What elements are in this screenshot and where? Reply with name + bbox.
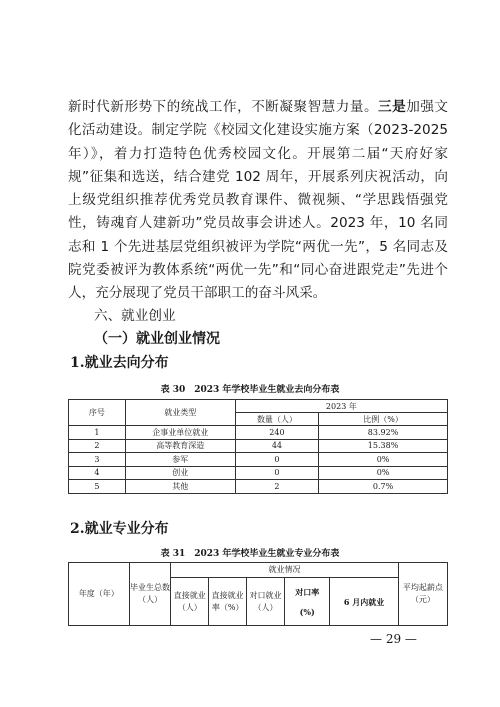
table31-match-rate-label: 对口率 — [295, 586, 320, 597]
table30-cell-type: 创业 — [125, 466, 235, 480]
table31-header-year: 年度（年） — [69, 563, 130, 626]
table-row — [69, 453, 448, 467]
para-text-1: 新时代新形势下的统战工作，不断凝聚智慧力量。 — [68, 99, 379, 115]
table-row — [69, 426, 448, 440]
para-text-2: 加强文化活动建设。制定学院《校园文化建设实施方案（2023-2025 年）》，着力打造特色优秀校园文化。开展第二届“天府好家规”征集和选送，结合建党 102 周年，开展系列庆祝活动，向上级党组织推荐优秀党员教育课件、微视频、“学思践悟强党性，铸魂育人建新功”党员故事会讲述人。2023 年，10 名同志和 1 个先进基层党组织被评为学院“两优一先”，5 名同志及院党委被评为教体系统“两优一先”和“同心奋进跟党走”先进个人，充分展现了党员干部职工的奋斗风采。 — [68, 99, 449, 302]
table-row — [69, 480, 448, 494]
table30-cell-count: 0 — [235, 466, 318, 480]
table30-cell-count: 44 — [235, 439, 318, 453]
table30-cell-count: 240 — [235, 426, 318, 440]
table30-cell-type: 企事业单位就业 — [125, 426, 235, 440]
table30-header-year: 2023 年 — [235, 400, 447, 413]
para-emphasis: 三是 — [378, 99, 407, 115]
table31-header-direct: 直接就业（人） — [171, 578, 209, 626]
subsection-heading: （一）就业创业情况 — [94, 331, 220, 347]
table31-header-direct-rate: 直接就业率（%） — [209, 578, 247, 626]
table30-header-type: 就业类型 — [125, 400, 235, 426]
table30-header-pct: 比例（%） — [319, 413, 448, 426]
table30 — [68, 399, 448, 494]
table31 — [68, 562, 448, 626]
table30-cell-pct: 0% — [319, 453, 448, 467]
heading-major-distribution: 2.就业专业分布 — [70, 521, 169, 537]
table30-cell-pct: 83.92% — [319, 426, 448, 440]
table31-header-matched: 对口就业（人） — [247, 578, 285, 626]
table30-cell-pct: 0% — [319, 466, 448, 480]
table31-caption: 表 31 2023 年学校毕业生就业专业分布表 — [160, 549, 340, 559]
table30-header-seq: 序号 — [69, 400, 126, 426]
table30-cell-type: 其他 — [125, 480, 235, 494]
table30-caption: 表 30 2023 年学校毕业生就业去向分布表 — [160, 385, 340, 395]
heading-employment-destination: 1.就业去向分布 — [70, 355, 169, 371]
body-paragraph — [68, 96, 448, 306]
table31-header-employment: 就业情况 — [171, 563, 398, 578]
table31-match-rate-unit: (%) — [299, 606, 315, 617]
section-heading: 六、就业创业 — [94, 308, 176, 324]
table31-header-june: 6 月内就业 — [330, 578, 398, 626]
table30-cell-pct: 0.7% — [319, 480, 448, 494]
table30-cell-seq: 3 — [69, 453, 126, 467]
table30-cell-seq: 2 — [69, 439, 126, 453]
table30-cell-seq: 5 — [69, 480, 126, 494]
table30-cell-type: 高等教育深造 — [125, 439, 235, 453]
table-row — [69, 439, 448, 453]
table30-cell-count: 2 — [235, 480, 318, 494]
table30-cell-seq: 1 — [69, 426, 126, 440]
table31-header-total: 毕业生总数（人） — [129, 563, 171, 626]
table31-header-salary: 平均起薪点（元） — [398, 563, 447, 626]
page-number: — 29 — — [370, 632, 417, 646]
table30-cell-seq: 4 — [69, 466, 126, 480]
table-row — [69, 466, 448, 480]
table30-cell-pct: 15.38% — [319, 439, 448, 453]
table31-header-match-rate — [284, 578, 329, 626]
table30-cell-type: 参军 — [125, 453, 235, 467]
table30-header-count: 数量（人） — [235, 413, 318, 426]
table30-cell-count: 0 — [235, 453, 318, 467]
